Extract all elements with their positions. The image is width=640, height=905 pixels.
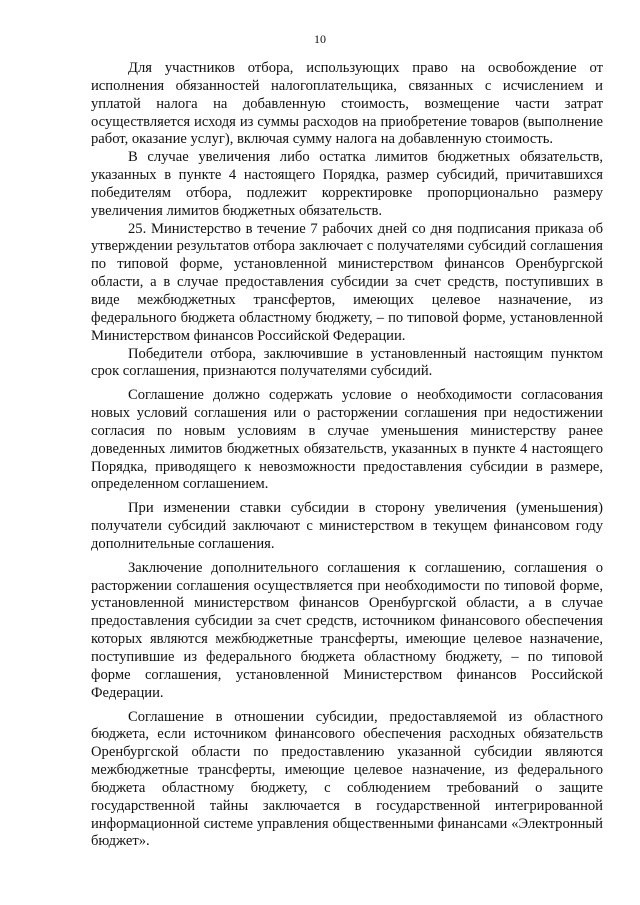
paragraph-rate-change: При изменении ставки субсидии в сторону увеличения (уменьшения) получатели субсидий заключают с министерством в текущем финансовом году дополнительные соглашения. <box>91 500 603 552</box>
paragraph-vat-exemption: Для участников отбора, использующих право на освобождение от исполнения обязанностей налогоплательщика, связанных с исчислением и уплатой налога на добавленную стоимость, возмещение части затрат осуществляется исходя из суммы расходов на приобретение товаров (выполнение работ, оказание услуг), включая сумму налога на добавленную стоимость. <box>91 60 603 148</box>
paragraph-item-25: 25. Министерство в течение 7 рабочих дней со дня подписания приказа об утверждении результатов отбора заключает с получателями субсидий соглашения по типовой форме, установленной министерством финансов Оренбургской области, а в случае предоставления субсидии за счет средств, поступивших в виде межбюджетных трансфертов, имеющих целевое назначение, из федерального бюджета областному бюджету, – по типовой форме, установленной Министерством финансов Российской Федерации. <box>91 220 603 344</box>
paragraph-additional-agreement: Заключение дополнительного соглашения к соглашению, соглашения о расторжении соглашения осуществляется при необходимости по типовой форме, установленной министерством финансов Оренбургской области, а в случае предоставления субсидии за счет средств, источником финансового обеспечения которых являются межбюджетные трансферты, имеющие целевое назначение, поступившие из федерального бюджета областному бюджету, – по типовой форме соглашения, установленной Министерством финансов Российской Федерации. <box>91 559 603 701</box>
document-body <box>91 60 603 851</box>
paragraph-winners-recipients: Победители отбора, заключившие в установленный настоящим пунктом срок соглашения, признаются получателями субсидий. <box>91 345 603 380</box>
page-number: 10 <box>314 32 326 46</box>
paragraph-electronic-budget: Соглашение в отношении субсидии, предоставляемой из областного бюджета, если источником финансового обеспечения расходных обязательств Оренбургской области по предоставлению указанной субсидии являются межбюджетные трансферты, имеющие целевое назначение, из федерального бюджета областному бюджету, с соблюдением требований о защите государственной тайны заключается в государственной интегрированной информационной системе управления общественными финансами «Электронный бюджет». <box>91 708 603 850</box>
paragraph-agreement-conditions: Соглашение должно содержать условие о необходимости согласования новых условий соглашения или о расторжении соглашения при недостижении согласия по новым условиям в случае уменьшения министерству ранее доведенных лимитов бюджетных обязательств, указанных в пункте 4 настоящего Порядка, приводящего к невозможности предоставления субсидии в размере, определенном соглашением. <box>91 387 603 493</box>
paragraph-limits-adjustment: В случае увеличения либо остатка лимитов бюджетных обязательств, указанных в пункте 4 настоящего Порядка, размер субсидий, причитавшихся победителям отбора, подлежит корректировке пропорционально размеру увеличения лимитов бюджетных обязательств. <box>91 149 603 219</box>
